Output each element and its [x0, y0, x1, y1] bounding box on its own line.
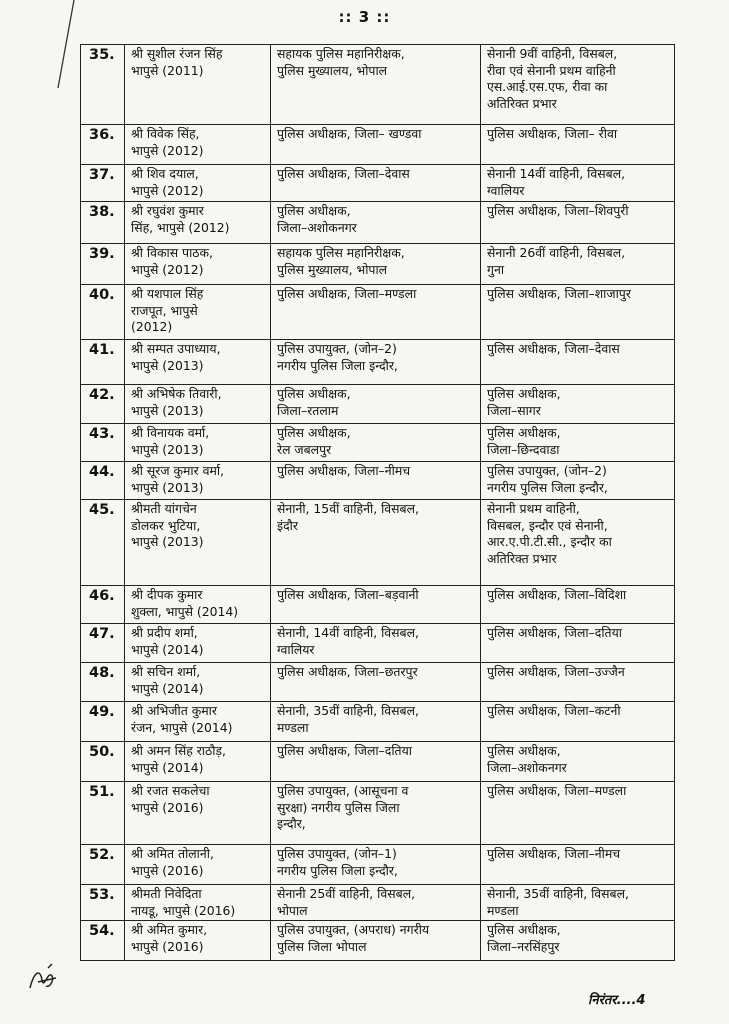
serial-number-cell: 38.	[81, 202, 125, 244]
new-posting-cell: पुलिस अधीक्षक, जिला–सागर	[481, 385, 675, 424]
new-posting-cell: पुलिस अधीक्षक, जिला–छिन्दवाडा	[481, 424, 675, 462]
serial-number-cell: 48.	[81, 663, 125, 702]
serial-number-cell: 35.	[81, 45, 125, 125]
table-row	[81, 340, 675, 385]
new-posting-cell: पुलिस अधीक्षक, जिला–मण्डला	[481, 782, 675, 845]
officer-name-cell: श्री अमन सिंह राठौड़, भापुसे (2014)	[125, 742, 271, 782]
new-posting-cell: पुलिस अधीक्षक, जिला–देवास	[481, 340, 675, 385]
new-posting-cell: पुलिस अधीक्षक, जिला–शाजापुर	[481, 285, 675, 340]
serial-number-cell: 46.	[81, 586, 125, 624]
officer-name-cell: श्री सचिन शर्मा, भापुसे (2014)	[125, 663, 271, 702]
current-posting-cell: पुलिस अधीक्षक, जिला–बड़वानी	[271, 586, 481, 624]
table-row	[81, 885, 675, 921]
officer-name-cell: श्री रजत सकलेचा भापुसे (2016)	[125, 782, 271, 845]
officer-name-cell: श्रीमती निवेदिता नायडू, भापुसे (2016)	[125, 885, 271, 921]
transfer-table-body	[81, 45, 675, 961]
table-row	[81, 165, 675, 202]
table-row	[81, 845, 675, 885]
table-row	[81, 782, 675, 845]
current-posting-cell: सेनानी 25वीं वाहिनी, विसबल, भोपाल	[271, 885, 481, 921]
table-row	[81, 125, 675, 165]
serial-number-cell: 49.	[81, 702, 125, 742]
table-row	[81, 462, 675, 500]
officer-name-cell: श्री विनायक वर्मा, भापुसे (2013)	[125, 424, 271, 462]
current-posting-cell: सेनानी, 35वीं वाहिनी, विसबल, मण्डला	[271, 702, 481, 742]
serial-number-cell: 44.	[81, 462, 125, 500]
current-posting-cell: पुलिस अधीक्षक, जिला–नीमच	[271, 462, 481, 500]
serial-number-cell: 43.	[81, 424, 125, 462]
officer-name-cell: श्रीमती यांगचेन डोलकर भुटिया, भापुसे (2013)	[125, 500, 271, 586]
current-posting-cell: पुलिस अधीक्षक, जिला– खण्डवा	[271, 125, 481, 165]
officer-name-cell: श्री विकास पाठक, भापुसे (2012)	[125, 244, 271, 285]
officer-name-cell: श्री अमित तोलानी, भापुसे (2016)	[125, 845, 271, 885]
new-posting-cell: पुलिस अधीक्षक, जिला–नरसिंहपुर	[481, 921, 675, 961]
officer-name-cell: श्री प्रदीप शर्मा, भापुसे (2014)	[125, 624, 271, 663]
current-posting-cell: पुलिस अधीक्षक, जिला–छतरपुर	[271, 663, 481, 702]
table-row	[81, 586, 675, 624]
serial-number-cell: 42.	[81, 385, 125, 424]
current-posting-cell: पुलिस अधीक्षक, रेल जबलपुर	[271, 424, 481, 462]
table-row	[81, 500, 675, 586]
current-posting-cell: पुलिस उपायुक्त, (आसूचना व सुरक्षा) नगरीय पुलिस जिला इन्दौर,	[271, 782, 481, 845]
officer-name-cell: श्री यशपाल सिंह राजपूत, भापुसे (2012)	[125, 285, 271, 340]
new-posting-cell: पुलिस अधीक्षक, जिला–विदिशा	[481, 586, 675, 624]
table-row	[81, 921, 675, 961]
new-posting-cell: पुलिस अधीक्षक, जिला–नीमच	[481, 845, 675, 885]
serial-number-cell: 36.	[81, 125, 125, 165]
officer-name-cell: श्री विवेक सिंह, भापुसे (2012)	[125, 125, 271, 165]
serial-number-cell: 47.	[81, 624, 125, 663]
transfer-table	[80, 44, 675, 961]
officer-name-cell: श्री शिव दयाल, भापुसे (2012)	[125, 165, 271, 202]
officer-name-cell: श्री अभिजीत कुमार रंजन, भापुसे (2014)	[125, 702, 271, 742]
new-posting-cell: पुलिस अधीक्षक, जिला– रीवा	[481, 125, 675, 165]
page-number: :: 3 ::	[338, 8, 391, 26]
serial-number-cell: 39.	[81, 244, 125, 285]
new-posting-cell: पुलिस अधीक्षक, जिला–कटनी	[481, 702, 675, 742]
table-row	[81, 702, 675, 742]
current-posting-cell: सहायक पुलिस महानिरीक्षक, पुलिस मुख्यालय, भोपाल	[271, 244, 481, 285]
serial-number-cell: 53.	[81, 885, 125, 921]
new-posting-cell: पुलिस अधीक्षक, जिला–दतिया	[481, 624, 675, 663]
current-posting-cell: पुलिस अधीक्षक, जिला–देवास	[271, 165, 481, 202]
table-row	[81, 45, 675, 125]
continued-note: निरंतर....4	[588, 993, 646, 1008]
current-posting-cell: पुलिस उपायुक्त, (अपराध) नगरीय पुलिस जिला भोपाल	[271, 921, 481, 961]
new-posting-cell: सेनानी प्रथम वाहिनी, विसबल, इन्दौर एवं सेनानी, आर.ए.पी.टी.सी., इन्दौर का अतिरिक्त प्रभार	[481, 500, 675, 586]
table-row	[81, 385, 675, 424]
new-posting-cell: सेनानी 9वीं वाहिनी, विसबल, रीवा एवं सेनानी प्रथम वाहिनी एस.आई.एस.एफ, रीवा का अतिरिक्त प्रभार	[481, 45, 675, 125]
new-posting-cell: सेनानी, 35वीं वाहिनी, विसबल, मण्डला	[481, 885, 675, 921]
table-row	[81, 202, 675, 244]
officer-name-cell: श्री अमित कुमार, भापुसे (2016)	[125, 921, 271, 961]
table-row	[81, 244, 675, 285]
officer-name-cell: श्री सूरज कुमार वर्मा, भापुसे (2013)	[125, 462, 271, 500]
signature-mark	[26, 962, 66, 996]
new-posting-cell: पुलिस अधीक्षक, जिला–शिवपुरी	[481, 202, 675, 244]
officer-name-cell: श्री सुशील रंजन सिंह भापुसे (2011)	[125, 45, 271, 125]
table-row	[81, 624, 675, 663]
new-posting-cell: सेनानी 26वीं वाहिनी, विसबल, गुना	[481, 244, 675, 285]
table-row	[81, 742, 675, 782]
current-posting-cell: पुलिस अधीक्षक, जिला–अशोकनगर	[271, 202, 481, 244]
new-posting-cell: पुलिस अधीक्षक, जिला–अशोकनगर	[481, 742, 675, 782]
new-posting-cell: पुलिस उपायुक्त, (जोन–2) नगरीय पुलिस जिला इन्दौर,	[481, 462, 675, 500]
current-posting-cell: सहायक पुलिस महानिरीक्षक, पुलिस मुख्यालय, भोपाल	[271, 45, 481, 125]
serial-number-cell: 40.	[81, 285, 125, 340]
table-row	[81, 663, 675, 702]
serial-number-cell: 51.	[81, 782, 125, 845]
officer-name-cell: श्री रघुवंश कुमार सिंह, भापुसे (2012)	[125, 202, 271, 244]
new-posting-cell: पुलिस अधीक्षक, जिला–उज्जैन	[481, 663, 675, 702]
current-posting-cell: पुलिस उपायुक्त, (जोन–1) नगरीय पुलिस जिला इन्दौर,	[271, 845, 481, 885]
officer-name-cell: श्री सम्पत उपाध्याय, भापुसे (2013)	[125, 340, 271, 385]
new-posting-cell: सेनानी 14वीं वाहिनी, विसबल, ग्वालियर	[481, 165, 675, 202]
current-posting-cell: पुलिस अधीक्षक, जिला–रतलाम	[271, 385, 481, 424]
serial-number-cell: 50.	[81, 742, 125, 782]
serial-number-cell: 52.	[81, 845, 125, 885]
serial-number-cell: 45.	[81, 500, 125, 586]
officer-name-cell: श्री दीपक कुमार शुक्ला, भापुसे (2014)	[125, 586, 271, 624]
current-posting-cell: सेनानी, 15वीं वाहिनी, विसबल, इंदौर	[271, 500, 481, 586]
current-posting-cell: पुलिस अधीक्षक, जिला–दतिया	[271, 742, 481, 782]
table-row	[81, 285, 675, 340]
officer-name-cell: श्री अभिषेक तिवारी, भापुसे (2013)	[125, 385, 271, 424]
serial-number-cell: 54.	[81, 921, 125, 961]
current-posting-cell: पुलिस अधीक्षक, जिला–मण्डला	[271, 285, 481, 340]
table-row	[81, 424, 675, 462]
serial-number-cell: 37.	[81, 165, 125, 202]
serial-number-cell: 41.	[81, 340, 125, 385]
current-posting-cell: पुलिस उपायुक्त, (जोन–2) नगरीय पुलिस जिला इन्दौर,	[271, 340, 481, 385]
current-posting-cell: सेनानी, 14वीं वाहिनी, विसबल, ग्वालियर	[271, 624, 481, 663]
